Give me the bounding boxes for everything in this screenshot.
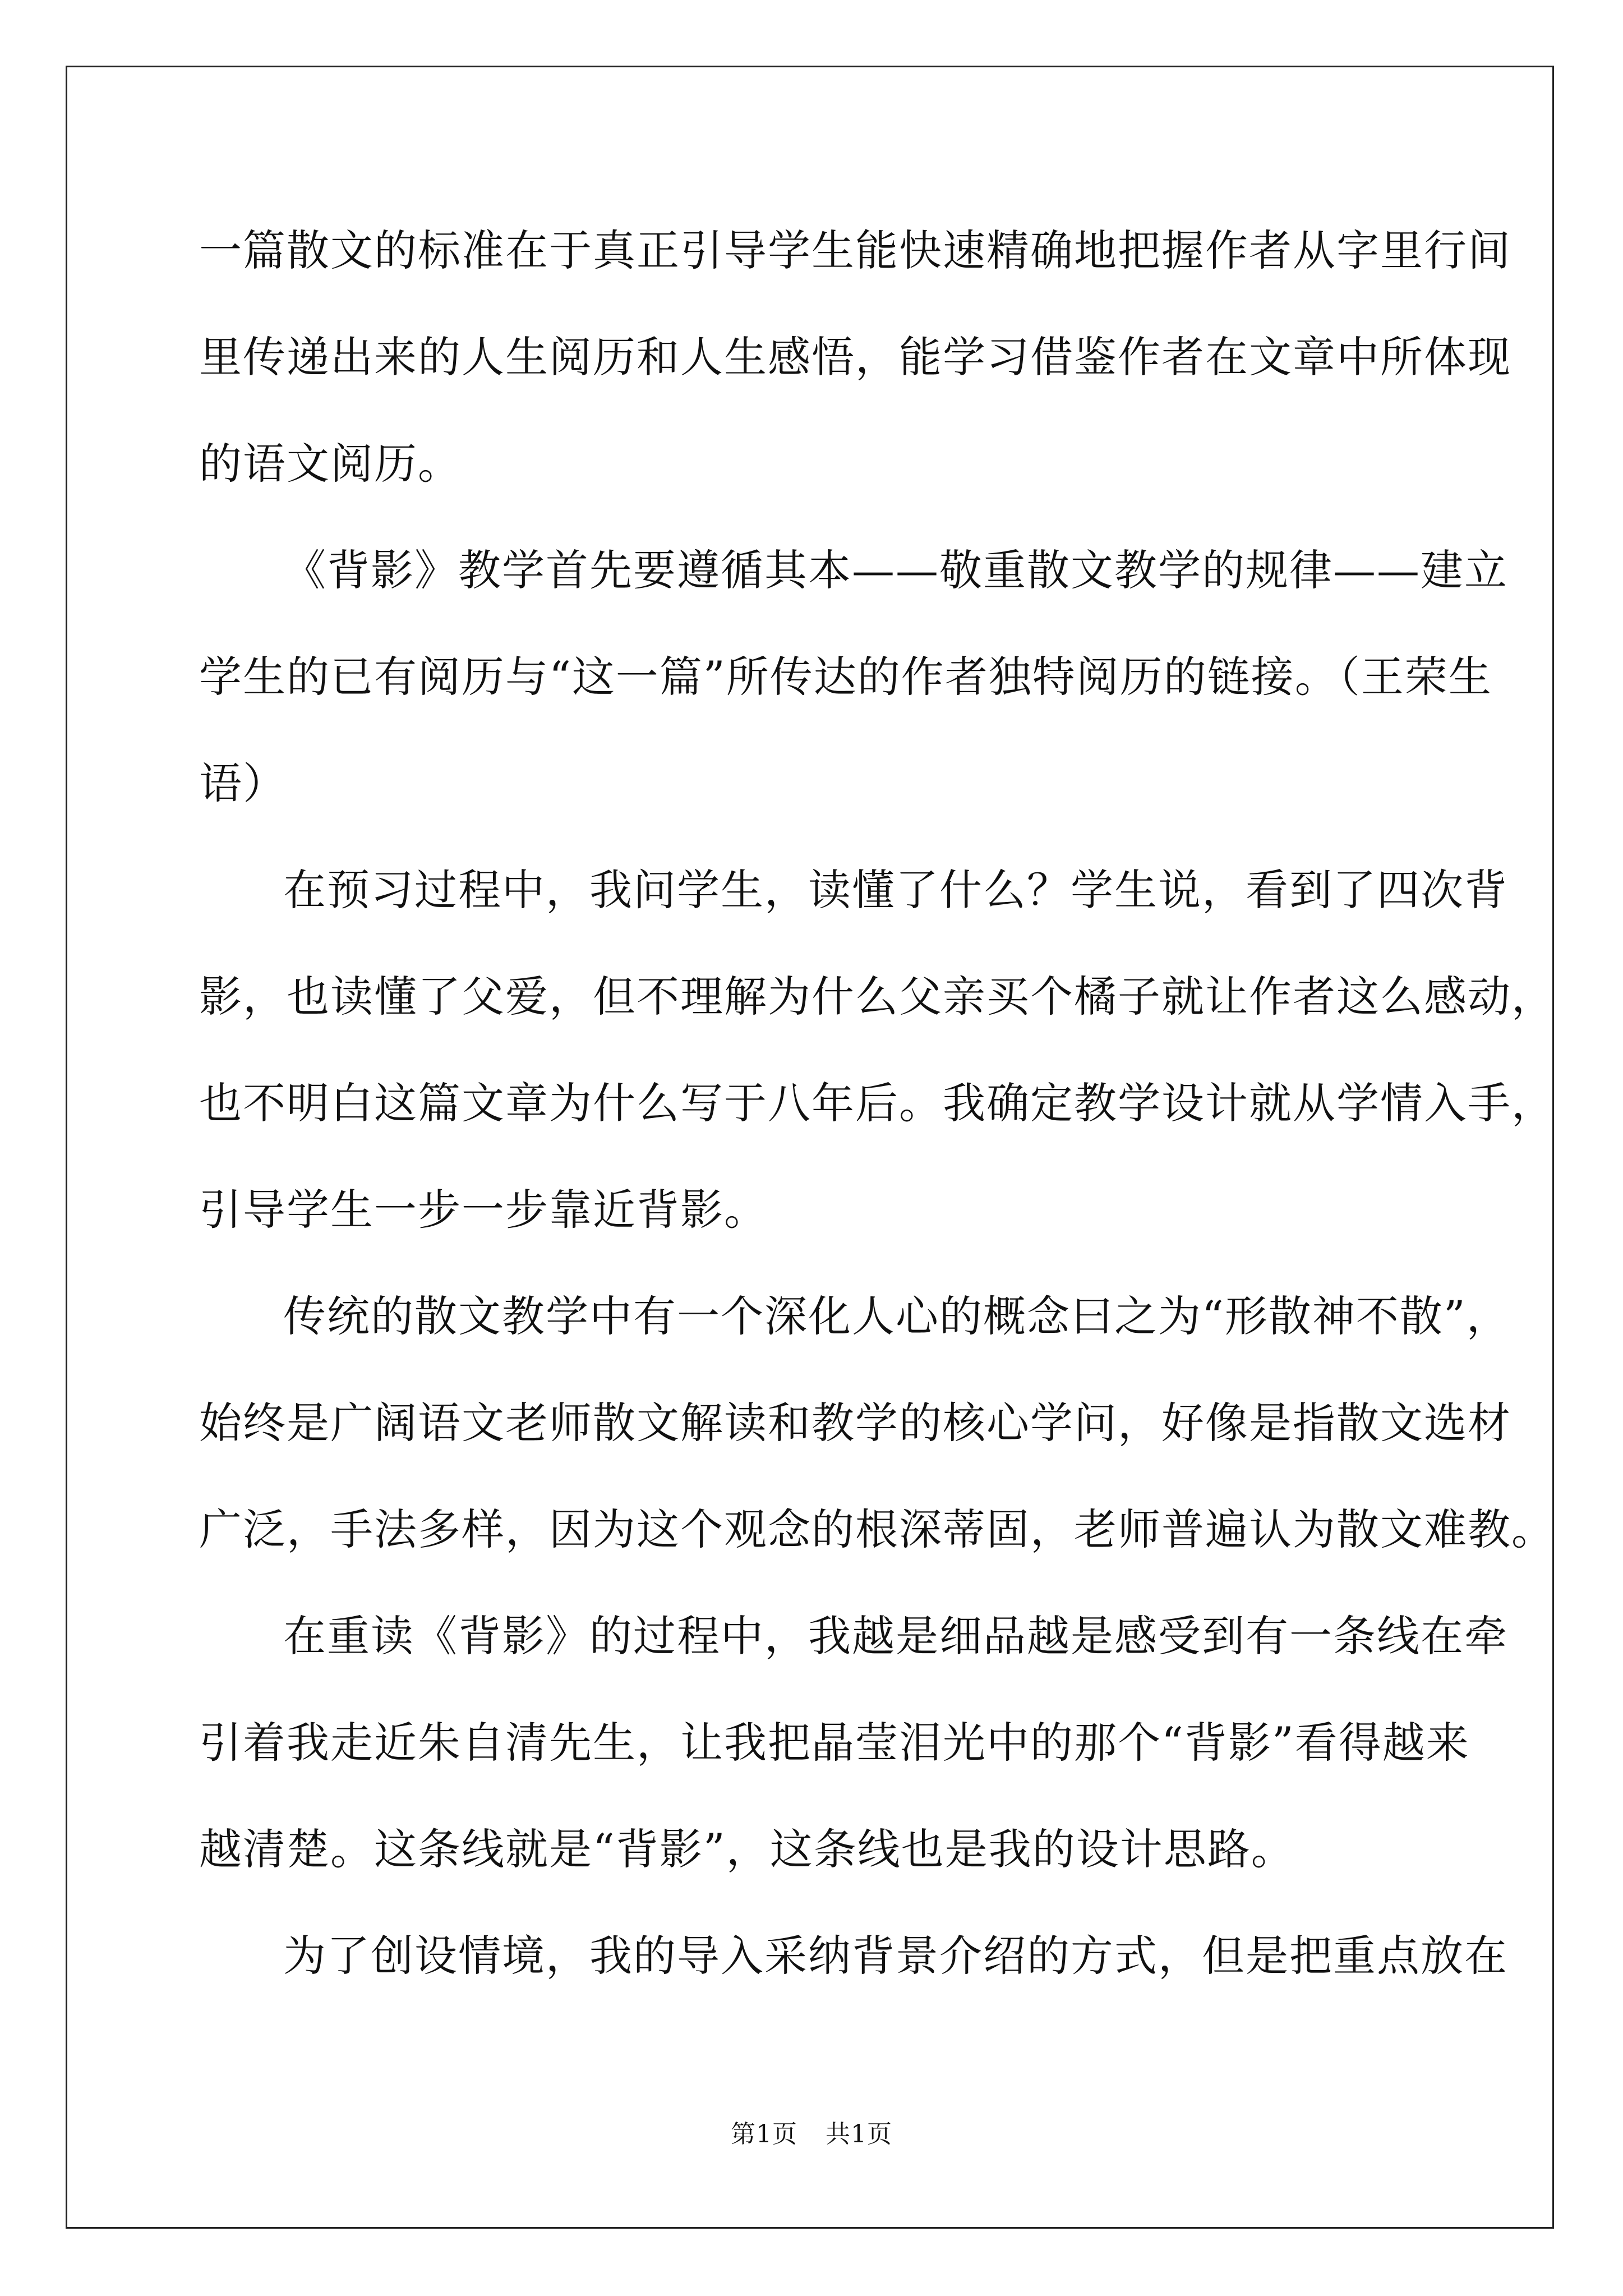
text-line: 引导学生一步一步靠近背影。 [199,1185,768,1235]
text-line: 一篇散文的标准在于真正引导学生能快速精确地把握作者从字里行间 [199,226,1511,275]
page-footer [0,2118,1623,2151]
text-line: 语） [199,758,287,808]
text-line: 也不明白这篇文章为什么写于八年后。我确定教学设计就从学情入手， [199,1078,1555,1128]
text-line: 的语文阅历。 [199,439,462,489]
text-line: 在预习过程中，我问学生，读懂了什么？学生说，看到了四次背 [283,865,1508,915]
text-line: 广泛，手法多样，因为这个观念的根深蒂固，老师普遍认为散文难教。 [199,1504,1555,1554]
text-line: 越清楚。这条线就是“背影”，这条线也是我的设计思路。 [199,1824,1295,1874]
text-line: 影，也读懂了父爱，但不理解为什么父亲买个橘子就让作者这么感动， [199,972,1555,1022]
page-total: 共1页 [826,2120,892,2148]
text-line: 学生的已有阅历与“这一篇”所传达的作者独特阅历的链接。（王荣生 [199,652,1492,702]
text-line: 在重读《背影》的过程中，我越是细品越是感受到有一条线在牵 [283,1611,1508,1661]
text-line: 为了创设情境，我的导入采纳背景介绍的方式，但是把重点放在 [283,1931,1508,1981]
text-line: 引着我走近朱自清先生，让我把晶莹泪光中的那个“背影”看得越来 [199,1718,1470,1768]
text-line: 里传递出来的人生阅历和人生感悟，能学习借鉴作者在文章中所体现 [199,332,1511,382]
text-line: 传统的散文教学中有一个深化人心的概念曰之为“形散神不散”， [283,1291,1510,1341]
document-body [199,220,1555,2032]
page-number: 第1页 [731,2120,797,2148]
text-line: 《背影》教学首先要遵循其本——敬重散文教学的规律——建立 [283,545,1508,595]
text-line: 始终是广阔语文老师散文解读和教学的核心学问，好像是指散文选材 [199,1398,1511,1448]
